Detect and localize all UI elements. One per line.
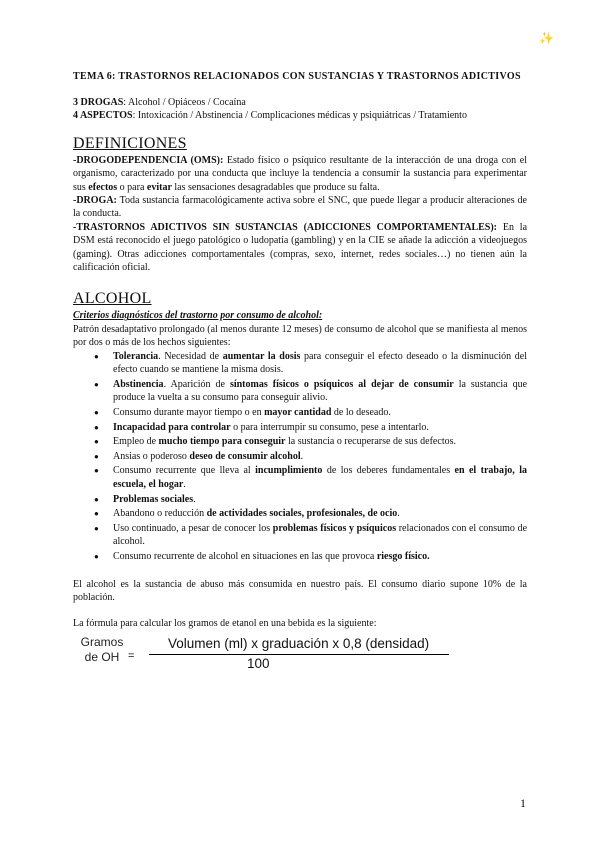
- definiciones-heading: DEFINICIONES: [73, 134, 187, 152]
- criterio-text: de lo deseado.: [331, 407, 391, 419]
- criterio-bold: Abstinencia: [113, 378, 164, 390]
- formula-lhs-line2: de OH: [84, 649, 120, 664]
- def-text: las sensaciones desagradables que produce su falta.: [171, 181, 380, 193]
- criterio-bold: mayor cantidad: [264, 407, 332, 419]
- drogas-label: 3 DROGAS: [73, 97, 124, 108]
- page-title: TEMA 6: TRASTORNOS RELACIONADOS CON SUSTANCIAS Y TRASTORNOS ADICTIVOS: [73, 71, 521, 82]
- def-text: Toda sustancia farmacológicamente activa sobre el SNC, que puede llegar a producir alteraciones de la conducta.: [73, 195, 527, 220]
- formula-lhs-line1: Gramos: [80, 634, 124, 649]
- formula-intro: La fórmula para calcular los gramos de etanol en una bebida es la siguiente:: [73, 618, 377, 630]
- criterio-text: Empleo de: [113, 436, 159, 448]
- document-body: [73, 70, 527, 679]
- criterio-bold: de actividades sociales, profesionales, de ocio: [206, 508, 398, 520]
- criterio-bold: Problemas sociales: [113, 493, 194, 505]
- def-bold: efectos: [88, 181, 118, 193]
- sparkle-icon: ✨: [539, 31, 554, 45]
- def-text: En la DSM está reconocido el juego patológico o ludopatía (gambling) y en la CIE se añade la adicción a videojuegos (gaming). Otras adicciones comportamentales (compras, sexo, internet, redes sociales…) no tienen aún la calificación oficial.: [73, 221, 528, 274]
- criterio-text: Consumo durante mayor tiempo o en: [113, 407, 265, 419]
- criterios-list: [73, 350, 527, 564]
- criterio-item: [113, 406, 527, 420]
- criterio-text: .: [397, 508, 400, 520]
- def-term: -DROGODEPENDENCIA (OMS):: [73, 154, 224, 166]
- def-text: Estado físico o psíquico resultante de la interacción de una droga con el organismo, caracterizado por una conducta que incluye la tendencia a consumir la sustancia para experimentar sus: [73, 154, 527, 193]
- criterio-bold: Tolerancia: [113, 350, 159, 362]
- formula-lhs: [77, 635, 127, 665]
- def-droga: [73, 194, 527, 221]
- criterio-item: [113, 421, 527, 435]
- criterio-item: [113, 435, 527, 449]
- criterio-bold: problemas físicos y psíquicos: [272, 522, 397, 534]
- def-bold: evitar: [146, 181, 172, 193]
- formula-fraction-bar: [149, 654, 449, 655]
- criterio-item: [113, 522, 527, 549]
- formula-numerator: Volumen (ml) x graduación x 0,8 (densidad): [168, 635, 430, 651]
- aspectos-label: 4 ASPECTOS: [73, 110, 133, 122]
- criterio-bold: mucho tiempo para conseguir: [158, 436, 286, 448]
- criterio-text: para conseguir el efecto deseado o la disminución del efecto cuando se mantiene la misma dosis.: [113, 350, 527, 376]
- criterio-text: Abandono o reducción: [113, 508, 207, 520]
- formula-equals: =: [128, 649, 135, 662]
- criterios-title: Criterios diagnósticos del trastorno por consumo de alcohol:: [73, 310, 323, 322]
- ethanol-formula: [73, 635, 527, 679]
- criterio-text: de los deberes fundamentales: [322, 465, 455, 477]
- criterio-text: .: [300, 450, 304, 462]
- criterio-text: Uso continuado, a pesar de conocer los: [113, 522, 273, 534]
- topic-summary: [73, 96, 527, 123]
- criterio-item: [113, 350, 527, 377]
- formula-denominator: 100: [247, 655, 270, 671]
- criterio-text: . Aparición de: [163, 378, 230, 390]
- def-term: -DROGA:: [73, 195, 117, 207]
- criterio-text: la sustancia o recuperarse de sus defectos.: [285, 436, 456, 448]
- criterio-text: la sustancia que produce la vuelta a su consumo para conseguir alivio.: [113, 378, 528, 404]
- criterio-bold: Incapacidad para controlar: [113, 421, 231, 433]
- criterio-bold: incumplimiento: [255, 465, 323, 477]
- def-drogodependencia: [73, 154, 527, 194]
- def-term: -TRASTORNOS ADICTIVOS SIN SUSTANCIAS (ADICCIONES COMPORTAMENTALES):: [73, 221, 498, 233]
- criterio-text: relacionados con el consumo de alcohol.: [113, 522, 528, 548]
- criterio-bold: síntomas físicos o psíquicos al dejar de consumir: [229, 378, 454, 390]
- criterio-item: [113, 378, 527, 405]
- criterio-item: [113, 464, 527, 491]
- criterio-bold: deseo de consumir alcohol: [189, 450, 301, 462]
- criterio-text: Consumo recurrente de alcohol en situaciones en las que provoca: [113, 551, 377, 562]
- criterio-bold: riesgo físico.: [376, 551, 430, 562]
- alcohol-heading: ALCOHOL: [73, 290, 152, 308]
- criterio-text: Ansias o poderoso: [113, 450, 190, 462]
- criterio-text: Consumo recurrente que lleva al: [113, 465, 256, 477]
- criterio-text: o para interrumpir su consumo, pese a intentarlo.: [230, 421, 429, 433]
- def-text: o para: [117, 181, 147, 193]
- aspectos-text: : Intoxicación / Abstinencia / Complicaciones médicas y psiquiátricas / Tratamiento: [132, 110, 467, 122]
- criterios-intro: Patrón desadaptativo prolongado (al menos durante 12 meses) de consumo de alcohol que se manifiesta al menos por dos o más de los hechos siguientes:: [73, 323, 527, 349]
- criterio-text: .: [193, 493, 196, 505]
- abuso-paragraph: El alcohol es la sustancia de abuso más consumida en nuestro país. El consumo diario supone 10% de la población.: [73, 578, 527, 603]
- criterio-text: .: [183, 479, 186, 491]
- criterio-item: [113, 507, 527, 521]
- criterio-item: [113, 550, 527, 564]
- page-number: 1: [520, 796, 526, 810]
- aspectos-line: [73, 109, 527, 122]
- criterio-item: [113, 493, 527, 507]
- drogas-line: [73, 96, 527, 109]
- criterio-text: . Necesidad de: [158, 350, 223, 362]
- criterio-bold: aumentar la dosis: [222, 350, 301, 362]
- criterio-item: [113, 450, 527, 464]
- drogas-text: : Alcohol / Opiáceos / Cocaína: [123, 97, 246, 108]
- def-sin-sustancias: [73, 221, 527, 275]
- criterio-bold: en el trabajo, la escuela, el hogar: [113, 465, 527, 491]
